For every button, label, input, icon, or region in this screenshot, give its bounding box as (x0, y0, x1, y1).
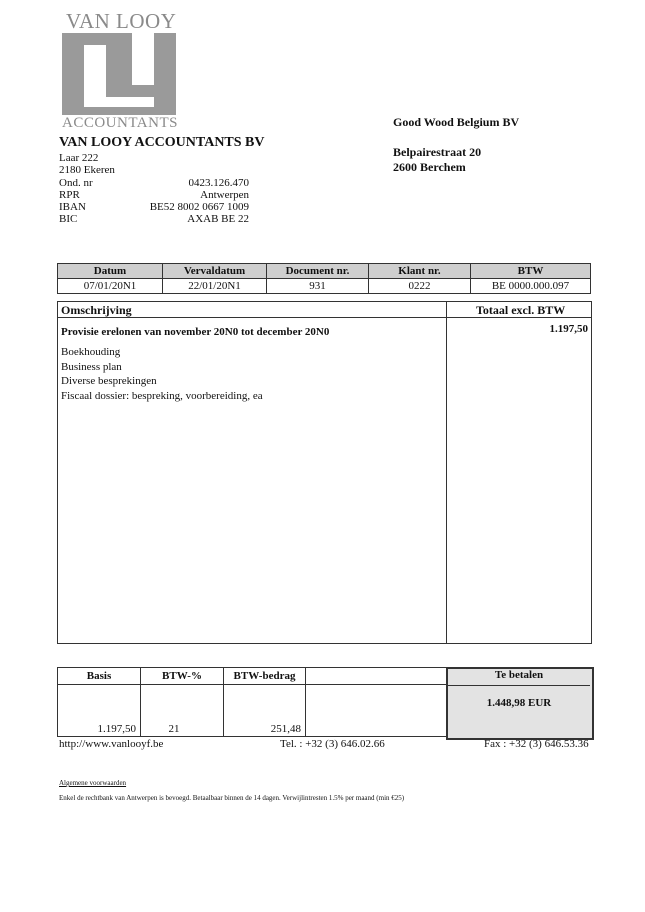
vat-header-row (58, 668, 447, 685)
logo-bottom-text: ACCOUNTANTS (62, 115, 178, 131)
bic-value: AXAB BE 22 (187, 213, 249, 225)
sender-street: Laar 222 (59, 152, 99, 164)
description-title: Provisie erelonen van november 20N0 tot december 20N0 (61, 326, 330, 338)
amount-due-total: 1.448,98 EUR (486, 697, 552, 709)
fax-number: Fax : +32 (3) 646.53.36 (484, 738, 589, 750)
vat-amount: 251,48 (224, 685, 306, 737)
vat-header-basis: Basis (58, 668, 141, 685)
website-link[interactable]: http://www.vanlooyf.be (59, 738, 164, 750)
meta-document-number: 931 (267, 279, 369, 294)
vat-value-row (58, 685, 447, 737)
vat-header-percent: BTW-% (141, 668, 224, 685)
vat-header-empty (306, 668, 447, 685)
sender-name: VAN LOOY ACCOUNTANTS BV (59, 135, 265, 150)
iban-label: IBAN (59, 201, 86, 213)
recipient-city: 2600 Berchem (393, 160, 466, 174)
meta-header-customer-number: Klant nr. (369, 264, 471, 279)
total-excl-vat-header: Totaal excl. BTW (476, 303, 566, 317)
meta-value-row (58, 279, 591, 294)
meta-due-date: 22/01/20N1 (163, 279, 267, 294)
iban-value: BE52 8002 0667 1009 (149, 201, 249, 213)
rpr-value: Antwerpen (200, 189, 249, 201)
sender-city: 2180 Ekeren (59, 164, 115, 176)
company-number-label: Ond. nr (59, 177, 93, 189)
line-amount: 1.197,50 (549, 323, 588, 335)
meta-header-vat: BTW (471, 264, 591, 279)
bic-label: BIC (59, 213, 78, 225)
description-item: Diverse besprekingen (61, 375, 157, 387)
company-logo-icon (62, 33, 176, 115)
recipient-street: Belpairestraat 20 (393, 145, 482, 159)
invoice-meta-table (57, 263, 591, 294)
terms-text: Enkel de rechtbank van Antwerpen is bevoegd. Betaalbaar binnen de 14 dagen. Verwijlintresten 1.5% per maand (min €25) (59, 794, 405, 802)
description-box (57, 301, 592, 644)
meta-header-date: Datum (58, 264, 163, 279)
description-header: Omschrijving (61, 303, 132, 317)
rpr-label: RPR (59, 189, 80, 201)
description-item: Business plan (61, 361, 122, 373)
vat-percent: 21 (141, 685, 224, 737)
meta-header-document-number: Document nr. (267, 264, 369, 279)
vat-basis: 1.197,50 (58, 685, 141, 737)
meta-header-row (58, 264, 591, 279)
vat-header-amount: BTW-bedrag (224, 668, 306, 685)
vat-table (57, 667, 447, 737)
phone-number: Tel. : +32 (3) 646.02.66 (280, 738, 385, 750)
meta-header-due-date: Vervaldatum (163, 264, 267, 279)
vat-empty (306, 685, 447, 737)
description-divider (446, 301, 447, 643)
meta-vat-number: BE 0000.000.097 (471, 279, 591, 294)
recipient-name: Good Wood Belgium BV (393, 115, 520, 129)
description-item: Fiscaal dossier: bespreking, voorbereiding, ea (61, 390, 263, 402)
logo-top-text: VAN LOOY (66, 9, 177, 33)
amount-due-label: Te betalen (448, 669, 590, 686)
meta-date: 07/01/20N1 (58, 279, 163, 294)
company-number-value: 0423.126.470 (188, 177, 249, 189)
description-item: Boekhouding (61, 346, 121, 358)
meta-customer-number: 0222 (369, 279, 471, 294)
terms-title: Algemene voorwaarden (59, 779, 127, 787)
